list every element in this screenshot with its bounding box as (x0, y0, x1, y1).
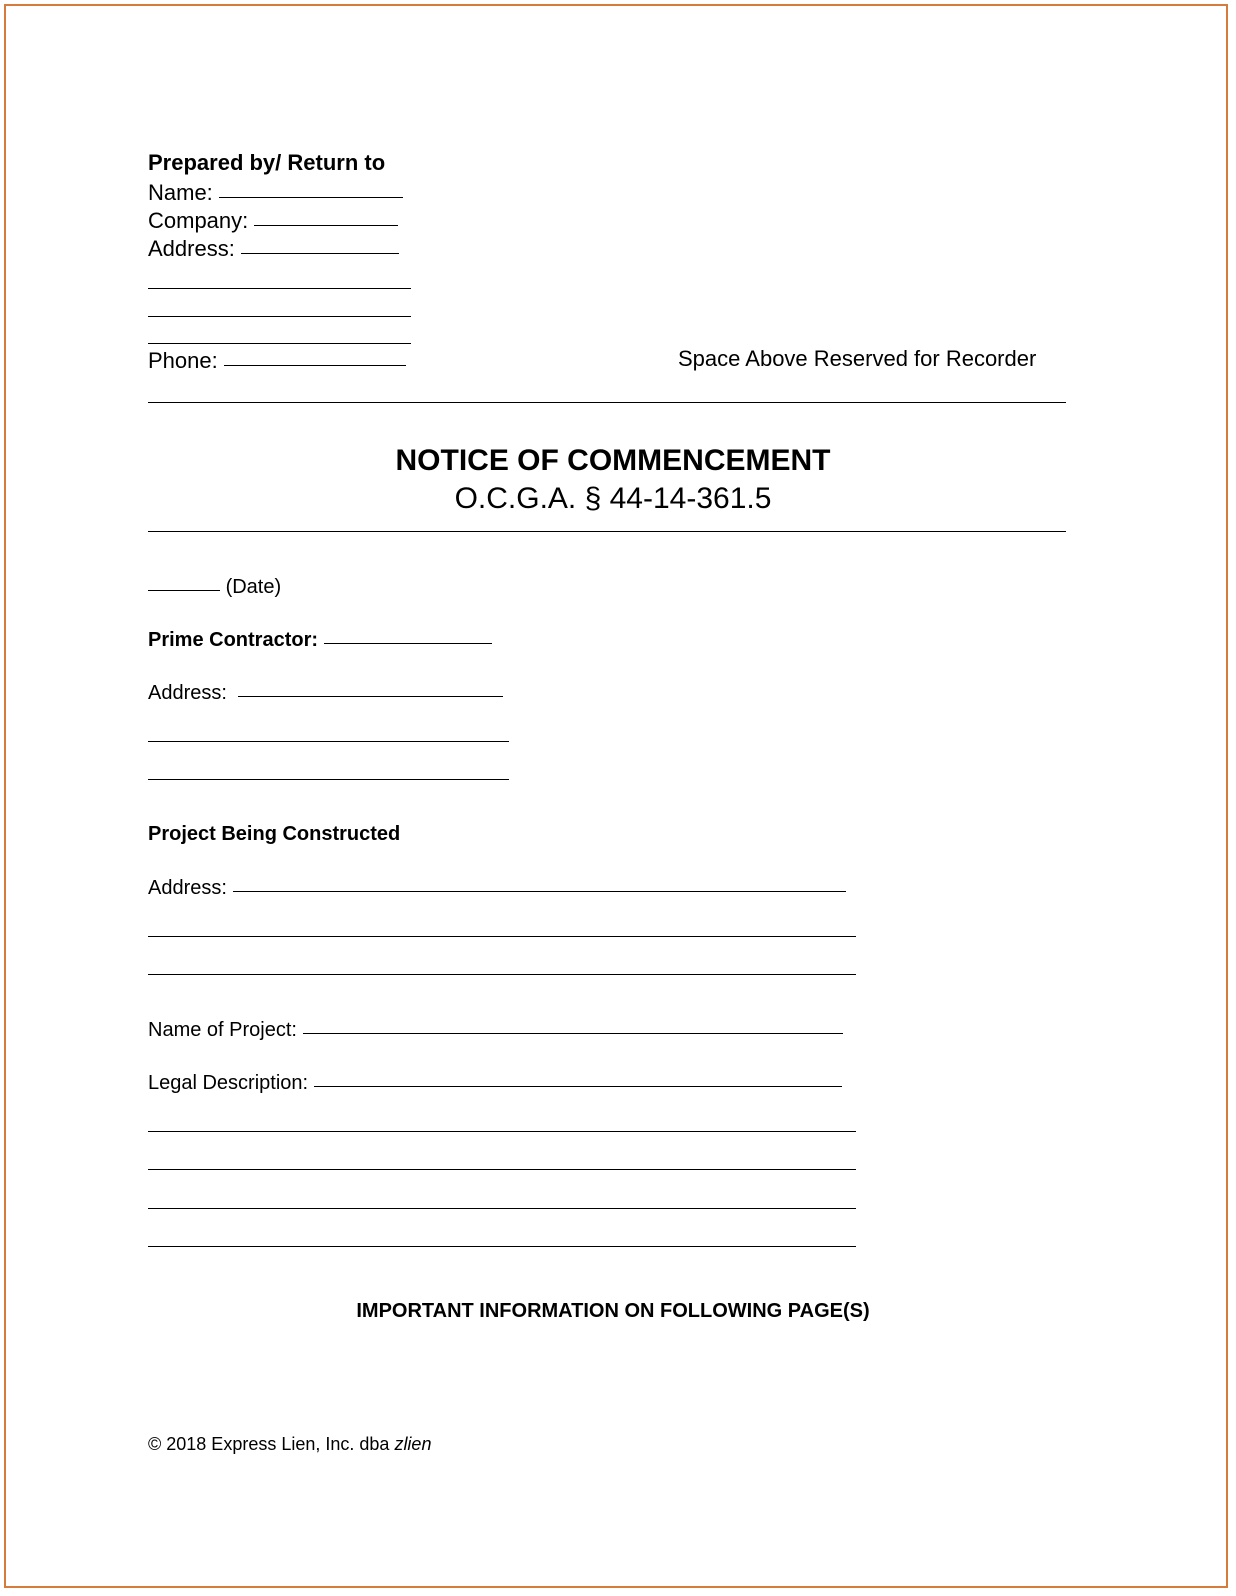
date-label: (Date) (225, 576, 282, 598)
project-name-blank[interactable] (303, 1032, 843, 1034)
name-label: Name: (148, 180, 213, 205)
name-blank[interactable] (219, 196, 403, 198)
prime-contractor-blank[interactable] (324, 642, 492, 644)
project-address-blank[interactable] (233, 890, 846, 892)
prime-address-line-3[interactable] (148, 779, 509, 780)
prime-address-field[interactable] (148, 682, 503, 705)
prime-address-label: Address: (148, 682, 227, 704)
address-blank[interactable] (241, 252, 399, 254)
project-address-line-2[interactable] (148, 936, 856, 937)
prime-address-blank[interactable] (238, 695, 503, 697)
legal-description-line-3[interactable] (148, 1169, 856, 1170)
address-field[interactable] (148, 236, 399, 262)
project-name-label: Name of Project: (148, 1019, 297, 1041)
legal-description-blank[interactable] (314, 1085, 842, 1087)
phone-field[interactable] (148, 348, 406, 374)
company-field[interactable] (148, 208, 398, 234)
company-blank[interactable] (254, 224, 398, 226)
address-line-4[interactable] (148, 343, 411, 344)
address-line-2[interactable] (148, 288, 411, 289)
project-address-line-3[interactable] (148, 974, 856, 975)
project-heading: Project Being Constructed (148, 823, 401, 845)
phone-label: Phone: (148, 348, 218, 373)
copyright-text: © 2018 Express Lien, Inc. dba (148, 1434, 390, 1454)
legal-description-line-5[interactable] (148, 1246, 856, 1247)
prepared-by-heading: Prepared by/ Return to (148, 150, 386, 175)
project-name-field[interactable] (148, 1019, 843, 1042)
important-notice: IMPORTANT INFORMATION ON FOLLOWING PAGE(S) (356, 1300, 870, 1322)
brand-name: zlien (394, 1434, 432, 1454)
project-address-field[interactable] (148, 877, 846, 900)
phone-blank[interactable] (224, 364, 406, 366)
address-line-3[interactable] (148, 316, 411, 317)
document-title: NOTICE OF COMMENCEMENT (395, 444, 831, 477)
legal-description-line-2[interactable] (148, 1131, 856, 1132)
project-address-label: Address: (148, 877, 227, 899)
prime-contractor-field[interactable] (148, 629, 492, 652)
company-label: Company: (148, 208, 249, 233)
divider-title (148, 531, 1066, 532)
legal-description-line-4[interactable] (148, 1208, 856, 1209)
footer-copyright (148, 1435, 431, 1453)
page-frame (4, 4, 1228, 1588)
name-field[interactable] (148, 180, 403, 206)
recorder-note: Space Above Reserved for Recorder (678, 346, 1037, 371)
prime-address-line-2[interactable] (148, 741, 509, 742)
legal-description-field[interactable] (148, 1072, 842, 1095)
date-blank[interactable] (148, 589, 220, 591)
date-field[interactable] (148, 576, 281, 599)
prime-contractor-label: Prime Contractor: (148, 629, 319, 651)
statute-reference: O.C.G.A. § 44-14-361.5 (454, 482, 772, 515)
address-label: Address: (148, 236, 235, 261)
divider-top (148, 402, 1066, 403)
legal-description-label: Legal Description: (148, 1072, 309, 1094)
